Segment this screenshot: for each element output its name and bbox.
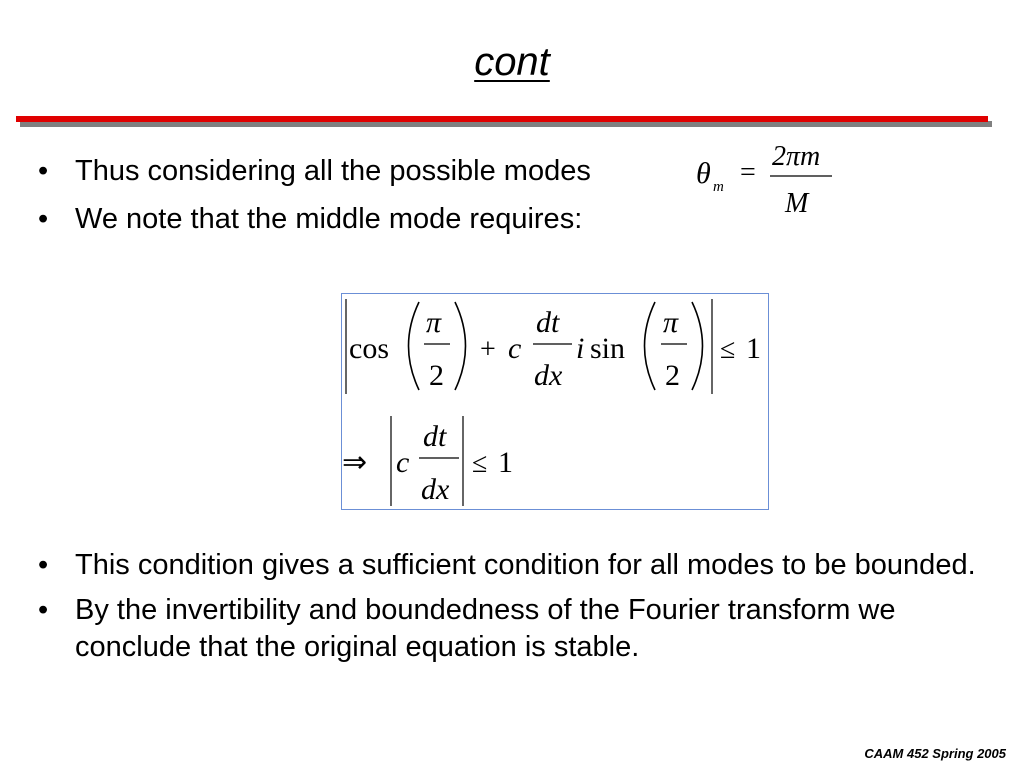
i-variable: i xyxy=(576,332,585,365)
theta-subscript: m xyxy=(713,179,724,195)
pi-symbol: π xyxy=(426,306,442,339)
sin-text: sin xyxy=(590,332,626,365)
bullet-item: • Thus considering all the possible modes xyxy=(38,153,678,190)
implies-arrow: ⇒ xyxy=(342,446,368,479)
paren-left-1 xyxy=(409,302,420,390)
top-bullet-list xyxy=(38,153,678,249)
fraction-numerator: 2πm xyxy=(772,141,821,172)
plus-sign: + xyxy=(480,334,496,365)
leq-sign: ≤ xyxy=(472,448,488,479)
cos-text: cos xyxy=(349,332,389,365)
footer-text: CAAM 452 Spring 2005 xyxy=(864,746,1006,761)
two-digit: 2 xyxy=(429,359,444,392)
dt-numerator: dt xyxy=(536,306,560,339)
slide-title: cont xyxy=(474,40,550,84)
paren-right-1 xyxy=(455,302,466,390)
one-digit: 1 xyxy=(498,446,513,479)
theta-symbol: θ xyxy=(696,157,711,190)
theta-equation xyxy=(690,135,850,225)
equals-sign: = xyxy=(740,157,756,188)
bullet-item: • We note that the middle mode requires: xyxy=(38,201,678,238)
dx-denominator: dx xyxy=(534,359,563,392)
dt-numerator: dt xyxy=(423,420,447,453)
title-rule xyxy=(16,116,988,122)
dx-denominator: dx xyxy=(421,473,450,506)
fraction-denominator: M xyxy=(785,188,809,219)
pi-symbol: π xyxy=(663,306,679,339)
two-digit: 2 xyxy=(665,359,680,392)
c-variable: c xyxy=(508,332,522,365)
bottom-bullet-list xyxy=(38,547,998,674)
condition-equations xyxy=(342,294,770,511)
paren-right-2 xyxy=(692,302,703,390)
leq-sign: ≤ xyxy=(720,334,736,365)
paren-left-2 xyxy=(645,302,656,390)
bullet-item: • This condition gives a sufficient condition for all modes to be bounded. xyxy=(38,547,998,584)
equation-box xyxy=(341,293,769,510)
one-digit: 1 xyxy=(746,332,761,365)
c-variable: c xyxy=(396,446,410,479)
bullet-item: • By the invertibility and boundedness of the Fourier transform we conclude that the original equation is stable. xyxy=(38,592,998,666)
